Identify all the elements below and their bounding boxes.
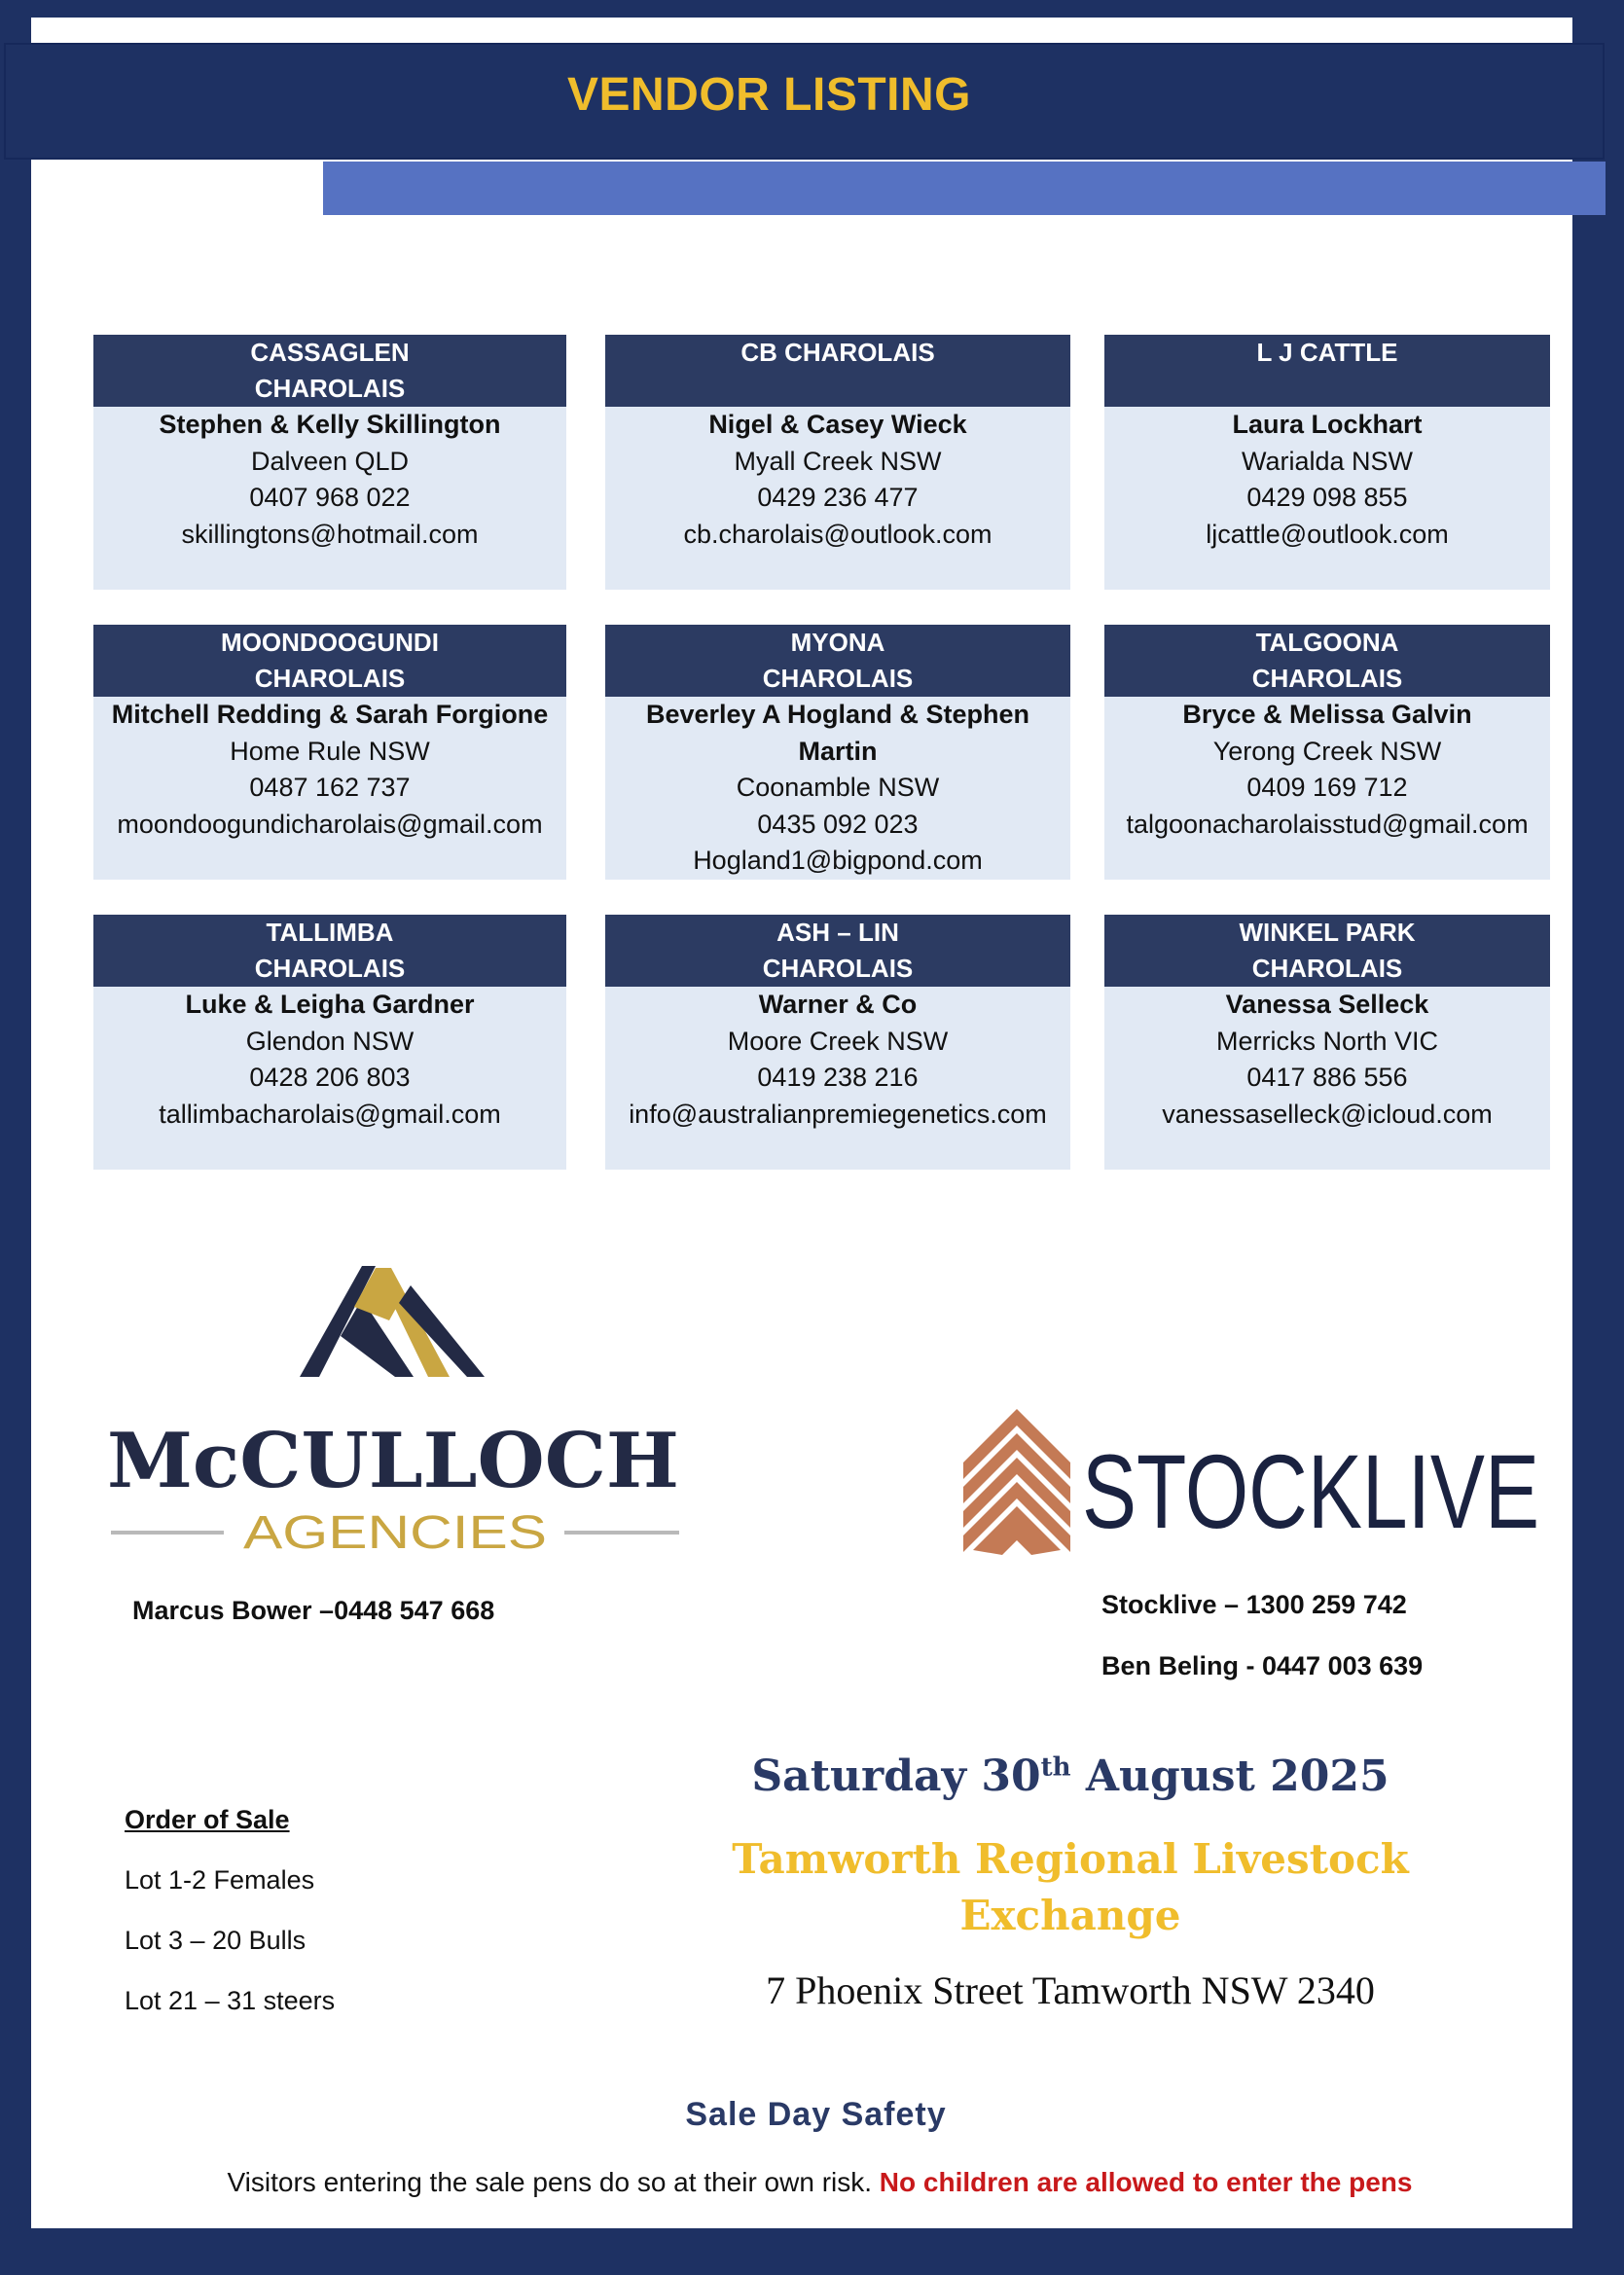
vendor-email[interactable]: cb.charolais@outlook.com xyxy=(683,519,992,549)
vendor-phone: 0429 236 477 xyxy=(757,483,919,512)
vendor-name-line1: CB CHAROLAIS xyxy=(740,338,935,367)
stocklive-logo xyxy=(963,1409,1547,1555)
sale-day: Saturday 30 xyxy=(751,1751,1041,1801)
stocklive-contact-ben: Ben Beling - 0447 003 639 xyxy=(1101,1651,1424,1680)
safety-note: Visitors entering the sale pens do so at their own risk. xyxy=(227,2167,880,2197)
vendor-location: Dalveen QLD xyxy=(250,446,410,476)
safety-warning: No children are allowed to enter the pens xyxy=(879,2167,1413,2197)
vendor-name xyxy=(605,335,1070,407)
vendor-contacts: Nigel & Casey Wieck xyxy=(708,410,967,439)
vendor-name-line1: MOONDOOGUNDI xyxy=(221,628,439,657)
vendor-name xyxy=(1104,915,1550,987)
vendor-card xyxy=(1104,915,1550,1170)
sale-address: 7 Phoenix Street Tamworth NSW 2340 xyxy=(766,1968,1375,2012)
vendor-details xyxy=(1104,987,1550,1133)
vendor-details xyxy=(1104,697,1550,843)
vendor-details xyxy=(605,407,1070,553)
vendor-email[interactable]: info@australianpremiegenetics.com xyxy=(629,1099,1047,1129)
vendor-name-line2: CHAROLAIS xyxy=(1251,664,1403,693)
venue-line2: Exchange xyxy=(959,1892,1181,1939)
stocklive-logo-word: STOCKLIVE xyxy=(1082,1432,1539,1550)
vendor-name-line2: CHAROLAIS xyxy=(254,664,406,693)
order-item: Lot 21 – 31 steers xyxy=(125,1986,336,2015)
vendor-card xyxy=(93,335,566,590)
order-item: Lot 1-2 Females xyxy=(125,1865,315,1895)
vendor-phone: 0407 968 022 xyxy=(249,483,411,512)
vendor-phone: 0428 206 803 xyxy=(249,1063,411,1092)
vendor-details xyxy=(1104,407,1550,553)
vendor-phone: 0435 092 023 xyxy=(757,809,919,839)
vendor-email[interactable]: tallimbacharolais@gmail.com xyxy=(159,1099,501,1129)
vendor-location: Glendon NSW xyxy=(245,1026,415,1056)
safety-text xyxy=(16,2167,1624,2198)
sale-date xyxy=(623,1751,1518,1801)
vendor-card xyxy=(93,625,566,880)
vendor-card xyxy=(605,915,1070,1170)
vendor-contacts: Vanessa Selleck xyxy=(1225,990,1429,1019)
vendor-email[interactable]: talgoonacharolaisstud@gmail.com xyxy=(1126,809,1529,839)
stocklive-contact: Stocklive – 1300 259 742 xyxy=(1101,1590,1407,1619)
vendor-details xyxy=(93,407,566,553)
vendor-card xyxy=(93,915,566,1170)
vendor-location: Merricks North VIC xyxy=(1215,1026,1439,1056)
vendor-phone: 0419 238 216 xyxy=(757,1063,919,1092)
mcculloch-contact: Marcus Bower –0448 547 668 xyxy=(132,1596,495,1625)
vendor-email[interactable]: Hogland1@bigpond.com xyxy=(693,846,983,875)
vendor-details xyxy=(605,987,1070,1133)
vendor-email[interactable]: skillingtons@hotmail.com xyxy=(181,519,479,549)
mcculloch-logo-word1: McCULLOCH xyxy=(107,1417,679,1505)
vendor-phone: 0429 098 855 xyxy=(1246,483,1408,512)
vendor-email[interactable]: ljcattle@outlook.com xyxy=(1206,519,1449,549)
mcculloch-logo-word2: AGENCIES xyxy=(243,1507,547,1559)
vendor-contacts: Mitchell Redding & Sarah Forgione xyxy=(111,700,549,729)
vendor-location: Yerong Creek NSW xyxy=(1212,736,1442,766)
vendor-name-line2: CHAROLAIS xyxy=(254,954,406,983)
vendor-card xyxy=(1104,625,1550,880)
vendor-details xyxy=(93,987,566,1133)
order-item: Lot 3 – 20 Bulls xyxy=(125,1926,307,1955)
vendor-contacts: Warner & Co xyxy=(758,990,918,1019)
vendor-name-line1: TALGOONA xyxy=(1255,628,1399,657)
vendor-location: Warialda NSW xyxy=(1241,446,1414,476)
vendor-phone: 0417 886 556 xyxy=(1246,1063,1408,1092)
vendor-location: Coonamble NSW xyxy=(736,773,940,802)
mcculloch-logo xyxy=(107,1260,681,1571)
vendor-name xyxy=(605,625,1070,697)
order-of-sale-title: Order of Sale xyxy=(125,1805,290,1834)
safety-title: Sale Day Safety xyxy=(685,2096,947,2133)
vendor-details xyxy=(93,697,566,843)
vendor-email[interactable]: moondoogundicharolais@gmail.com xyxy=(117,809,543,839)
vendor-location: Home Rule NSW xyxy=(230,736,430,766)
vendor-details xyxy=(605,697,1070,880)
vendor-contacts: Luke & Leigha Gardner xyxy=(185,990,475,1019)
order-of-sale xyxy=(125,1805,335,2046)
vendor-name-line1: L J CATTLE xyxy=(1256,338,1398,367)
stocklive-chevron-icon xyxy=(963,1409,1070,1555)
accent-bar xyxy=(323,162,1606,215)
vendor-contacts: Laura Lockhart xyxy=(1232,410,1423,439)
vendor-card xyxy=(605,335,1070,590)
vendor-name-line1: MYONA xyxy=(790,628,885,657)
vendor-email[interactable]: vanessaselleck@icloud.com xyxy=(1162,1099,1493,1129)
sale-month-year: August 2025 xyxy=(1070,1751,1389,1801)
vendor-contacts: Bryce & Melissa Galvin xyxy=(1182,700,1472,729)
vendor-name-line1: ASH – LIN xyxy=(776,918,899,947)
vendor-name-line2: CHAROLAIS xyxy=(254,374,406,403)
vendor-name xyxy=(93,335,566,407)
vendor-name xyxy=(93,625,566,697)
vendor-contacts: Stephen & Kelly Skillington xyxy=(159,410,501,439)
sale-day-suffix: th xyxy=(1040,1752,1071,1783)
vendor-location: Myall Creek NSW xyxy=(734,446,942,476)
vendor-contacts: Beverley A Hogland & Stephen Martin xyxy=(645,700,1030,766)
header-banner xyxy=(4,43,1605,160)
vendor-name-line1: WINKEL PARK xyxy=(1239,918,1416,947)
vendor-card xyxy=(1104,335,1550,590)
venue-line1: Tamworth Regional Livestock xyxy=(732,1835,1409,1883)
vendor-name-line2: CHAROLAIS xyxy=(762,664,914,693)
vendor-name xyxy=(605,915,1070,987)
vendor-name xyxy=(1104,625,1550,697)
vendor-name xyxy=(1104,335,1550,407)
vendor-name-line2: CHAROLAIS xyxy=(762,954,914,983)
vendor-phone: 0409 169 712 xyxy=(1246,773,1408,802)
vendor-name-line1: TALLIMBA xyxy=(266,918,394,947)
vendor-name-line1: CASSAGLEN xyxy=(250,338,410,367)
vendor-phone: 0487 162 737 xyxy=(249,773,411,802)
vendor-location: Moore Creek NSW xyxy=(727,1026,949,1056)
page-title: VENDOR LISTING xyxy=(566,69,972,121)
sale-venue xyxy=(681,1831,1460,1944)
vendor-name-line2: CHAROLAIS xyxy=(1251,954,1403,983)
vendor-name xyxy=(93,915,566,987)
vendor-card xyxy=(605,625,1070,880)
